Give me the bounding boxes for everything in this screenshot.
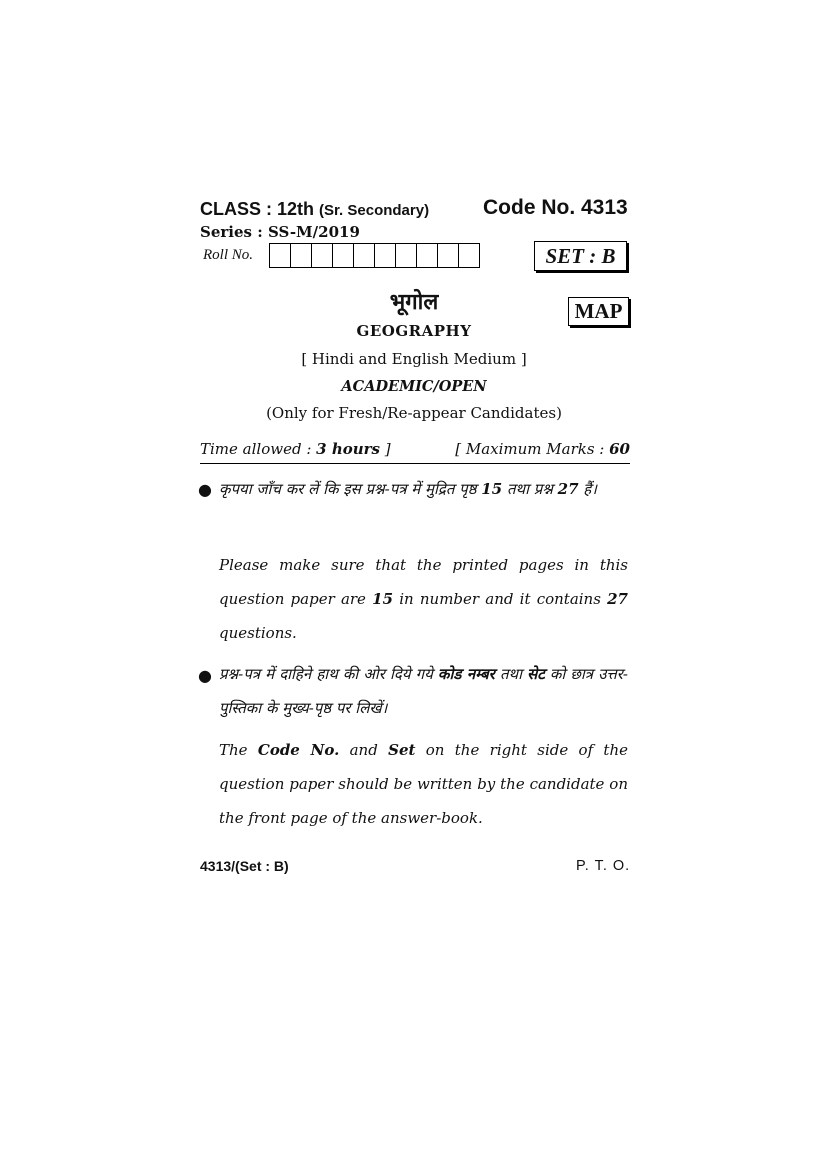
instruction-1-hindi bbox=[219, 472, 628, 506]
please-turn-over: P. T. O. bbox=[576, 858, 631, 874]
roll-no-boxes[interactable] bbox=[269, 243, 480, 268]
roll-no-digit-box[interactable] bbox=[416, 244, 437, 267]
roll-no-digit-box[interactable] bbox=[458, 244, 479, 267]
text-segment: and bbox=[339, 741, 389, 759]
instruction-2-hindi bbox=[219, 657, 628, 725]
roll-no-digit-box[interactable] bbox=[270, 244, 290, 267]
roll-no-label: Roll No. bbox=[203, 247, 254, 263]
roll-no-digit-box[interactable] bbox=[311, 244, 332, 267]
text-segment: questions. bbox=[219, 624, 297, 642]
roll-no-digit-box[interactable] bbox=[395, 244, 416, 267]
subject-title-hindi: भूगोल bbox=[389, 289, 439, 315]
roll-no-digit-box[interactable] bbox=[353, 244, 374, 267]
divider bbox=[200, 463, 630, 464]
marks-prefix: [ Maximum Marks : bbox=[455, 440, 610, 458]
instruction-2-english bbox=[219, 733, 628, 835]
set-badge: SET : B bbox=[534, 241, 627, 271]
academic-label: ACADEMIC/OPEN bbox=[341, 378, 487, 395]
candidates-note: (Only for Fresh/Re-appear Candidates) bbox=[266, 404, 562, 422]
maximum-marks bbox=[455, 440, 630, 458]
bullet-icon: ● bbox=[198, 666, 212, 685]
series-label: Series : SS-M/2019 bbox=[200, 223, 360, 241]
code-number-term: Code No. bbox=[257, 741, 340, 759]
code-number-term: कोड नम्बर bbox=[437, 665, 495, 683]
question-count: 27 bbox=[607, 590, 628, 608]
time-allowed bbox=[200, 440, 391, 458]
instruction-1-english bbox=[219, 548, 628, 650]
text-segment: on the right side of the question paper should be written by the candidate on the front page of the answer-book. bbox=[219, 741, 628, 827]
roll-no-digit-box[interactable] bbox=[437, 244, 458, 267]
subject-title-english: GEOGRAPHY bbox=[356, 322, 472, 340]
marks-value: 60 bbox=[609, 440, 630, 458]
time-value: 3 hours bbox=[316, 440, 380, 458]
roll-no-digit-box[interactable] bbox=[374, 244, 395, 267]
code-number: Code No. 4313 bbox=[483, 196, 628, 219]
footer-code: 4313/(Set : B) bbox=[200, 858, 289, 874]
roll-no-digit-box[interactable] bbox=[332, 244, 353, 267]
text-segment: प्रश्न-पत्र में दाहिने हाथ की ओर दिये गये bbox=[219, 665, 438, 683]
text-segment: Please make sure that the printed pages in this question paper are bbox=[219, 556, 628, 608]
text-segment: को छात्र उत्तर-पुस्तिका के मुख्य-पृष्ठ पर लिखें। bbox=[219, 665, 628, 717]
time-suffix: ] bbox=[379, 440, 391, 458]
question-count: 27 bbox=[557, 480, 579, 498]
page-count: 15 bbox=[372, 590, 394, 608]
text-segment: कृपया जाँच कर लें कि इस प्रश्न-पत्र में मुद्रित पृष्ठ bbox=[219, 480, 482, 498]
text-segment: हैं। bbox=[578, 480, 597, 498]
set-term: Set bbox=[388, 741, 416, 759]
roll-no-digit-box[interactable] bbox=[290, 244, 311, 267]
class-level: (Sr. Secondary) bbox=[319, 202, 430, 219]
bullet-icon: ● bbox=[198, 480, 212, 499]
text-segment: The bbox=[219, 741, 258, 759]
text-segment: तथा bbox=[494, 665, 528, 683]
set-term: सेट bbox=[527, 665, 545, 683]
time-prefix: Time allowed : bbox=[200, 440, 317, 458]
text-segment: तथा प्रश्न bbox=[502, 480, 558, 498]
text-segment: in number and it contains bbox=[393, 590, 608, 608]
medium-note: [ Hindi and English Medium ] bbox=[301, 350, 527, 368]
class-label: CLASS : 12th bbox=[200, 199, 315, 219]
time-marks-row bbox=[200, 440, 630, 458]
page-count: 15 bbox=[481, 480, 503, 498]
class-heading bbox=[200, 199, 429, 220]
map-badge: MAP bbox=[568, 297, 629, 326]
